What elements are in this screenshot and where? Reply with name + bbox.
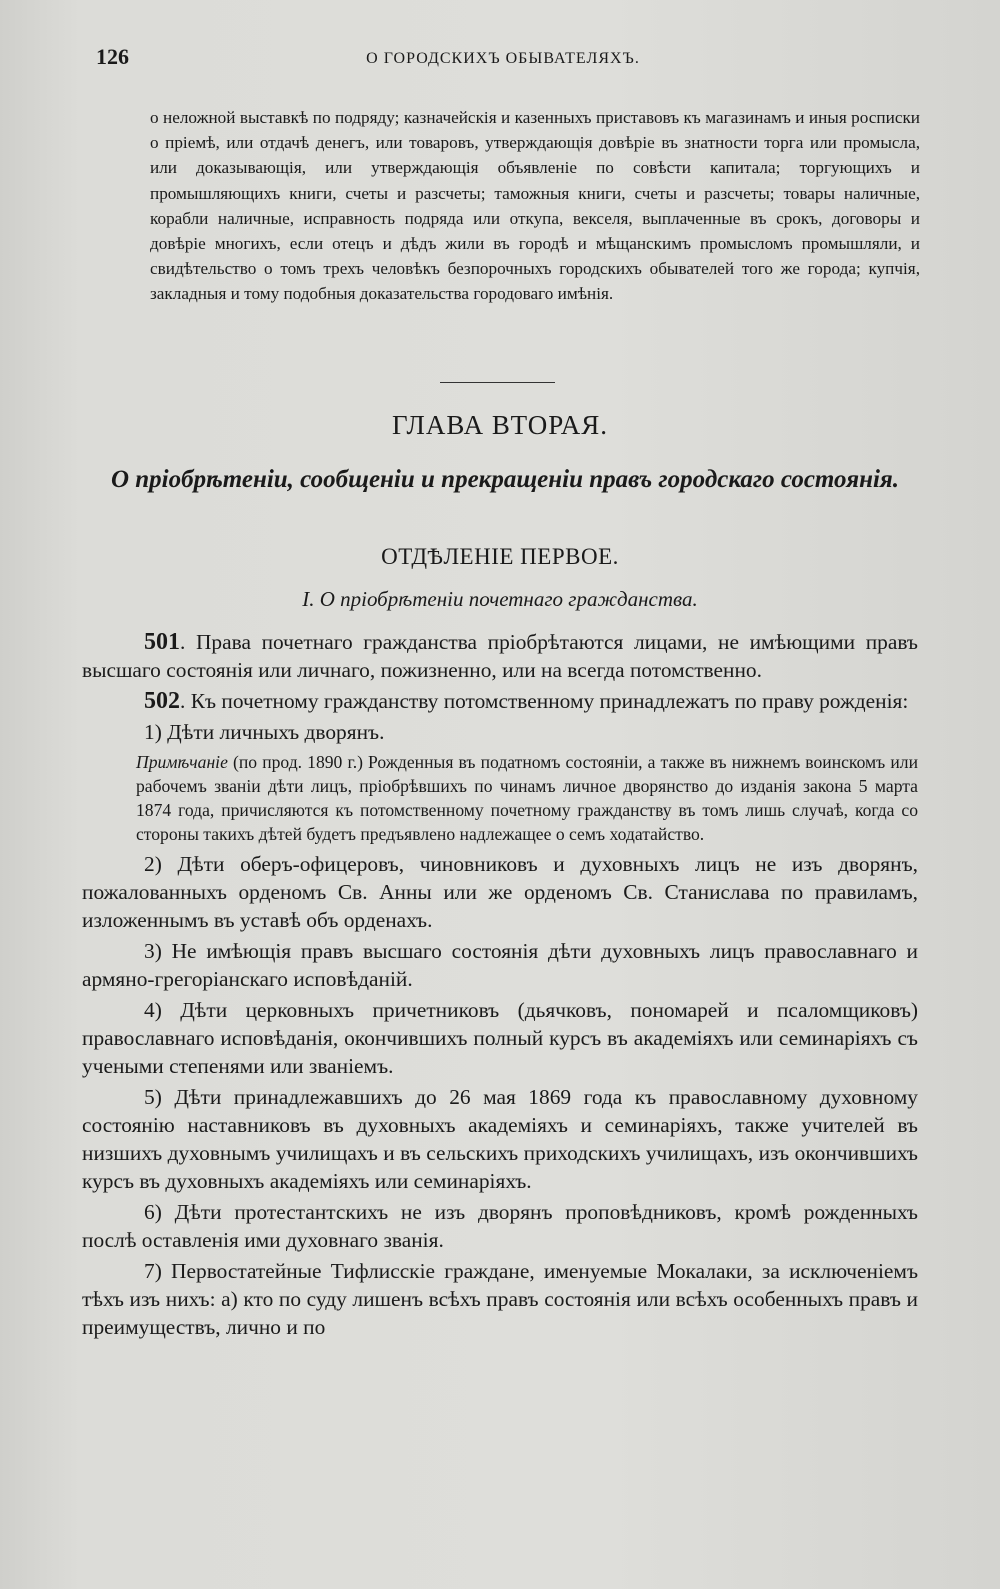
article-text: . Права почетнаго гражданства пріобрѣтаются лицами, не имѣющими правъ высшаго состоянія или личнаго, пожизненно, или на всегда потомственно.	[82, 630, 918, 682]
article-item-5: 5) Дѣти принадлежавшихъ до 26 мая 1869 года къ православному духовному состоянію наставниковъ въ духовныхъ академіяхъ и семинаріяхъ, также учителей въ низшихъ духовнымъ училищахъ и въ сельскихъ приходскихъ училищахъ, изъ окончившихъ курсъ въ духовныхъ академіяхъ или семинаріяхъ.	[82, 1085, 918, 1193]
section-title: ОТДѢЛЕНІЕ ПЕРВОЕ.	[381, 544, 619, 569]
article-item-1: 1) Дѣти личныхъ дворянъ.	[144, 720, 385, 744]
chapter-title: ГЛАВА ВТОРАЯ.	[391, 410, 609, 440]
note-text: (по прод. 1890 г.) Рожденныя въ податномъ состояніи, а также въ нижнемъ воинскомъ или рабочемъ званіи дѣти лицъ, пріобрѣвшихъ по чинамъ личное дворянство до изданія закона 5 марта 1874 года, причисляются къ потомственному почетному гражданству въ томъ лишь случаѣ, когда со стороны такихъ дѣтей будетъ предъявлено надлежащее о семъ ходатайство.	[136, 752, 918, 844]
article-item-6: 6) Дѣти протестантскихъ не изъ дворянъ проповѣдниковъ, кромѣ рожденныхъ послѣ оставленія ими духовнаго званія.	[82, 1200, 918, 1252]
article-item-2: 2) Дѣти оберъ-офицеровъ, чиновниковъ и духовныхъ лицъ не изъ дворянъ, пожалованныхъ орденомъ Св. Анны или же орденомъ Св. Станислава по правиламъ, изложеннымъ въ уставѣ объ орденахъ.	[82, 852, 918, 932]
article-501	[82, 628, 918, 684]
section-divider	[440, 382, 555, 383]
running-title: О ГОРОДСКИХЪ ОБЫВАТЕЛЯХЪ.	[366, 50, 640, 67]
page-header	[96, 44, 910, 74]
chapter-subtitle: О пріобрѣтеніи, сообщеніи и прекращеніи правъ городскаго состоянія.	[110, 466, 900, 493]
article-item-4: 4) Дѣти церковныхъ причетниковъ (дьячковъ, пономарей и псаломщиковъ) православнаго исповѣданія, окончившихъ полный курсъ въ академіяхъ или семинаріяхъ съ учеными степенями или званіемъ.	[82, 998, 918, 1078]
article-502	[82, 687, 918, 715]
continued-text-block	[150, 105, 920, 307]
subsection-title: I. О пріобрѣтеніи почетнаго гражданства.	[302, 587, 698, 611]
article-text: . Къ почетному гражданству потомственному принадлежатъ по праву рожденія:	[180, 689, 909, 713]
note-block	[136, 750, 918, 846]
note-label: Примѣчаніе	[136, 752, 228, 772]
article-number: 502	[144, 688, 180, 714]
article-item-7: 7) Первостатейные Тифлисскіе граждане, именуемые Мокалаки, за исключеніемъ тѣхъ изъ нихъ: а) кто по суду лишенъ всѣхъ правъ состоянія или всѣхъ особенныхъ правъ и преимуществъ, лично и по	[82, 1259, 918, 1339]
page-number: 126	[96, 44, 129, 69]
main-text	[82, 628, 918, 1344]
article-item-3: 3) Не имѣющія правъ высшаго состоянія дѣти духовныхъ лицъ православнаго и армяно-грегоріанскаго исповѣданій.	[82, 939, 918, 991]
article-number: 501	[144, 629, 180, 655]
continued-paragraph: о неложной выставкѣ по подряду; казначейскія и казенныхъ приставовъ къ магазинамъ и иныя росписки о пріемѣ, или отдачѣ денегъ, или товаровъ, утверждающія довѣріе въ знатности торга или промысла, или доказывающія, или утверждающія объявленіе по совѣсти капитала; торгующихъ и промышляющихъ книги, счеты и разсчеты; таможныя книги, счеты и разсчеты; товары наличные, корабли наличные, исправность подряда или откупа, векселя, выплаченные въ срокъ, договоры и довѣріе многихъ, если отецъ и дѣдъ жили въ городѣ и мѣщанскимъ промысломъ промышляли, и свидѣтельство о томъ трехъ человѣкъ безпорочныхъ городскихъ обывателей того же города; купчія, закладныя и тому подобныя доказательства городоваго имѣнія.	[150, 108, 920, 304]
